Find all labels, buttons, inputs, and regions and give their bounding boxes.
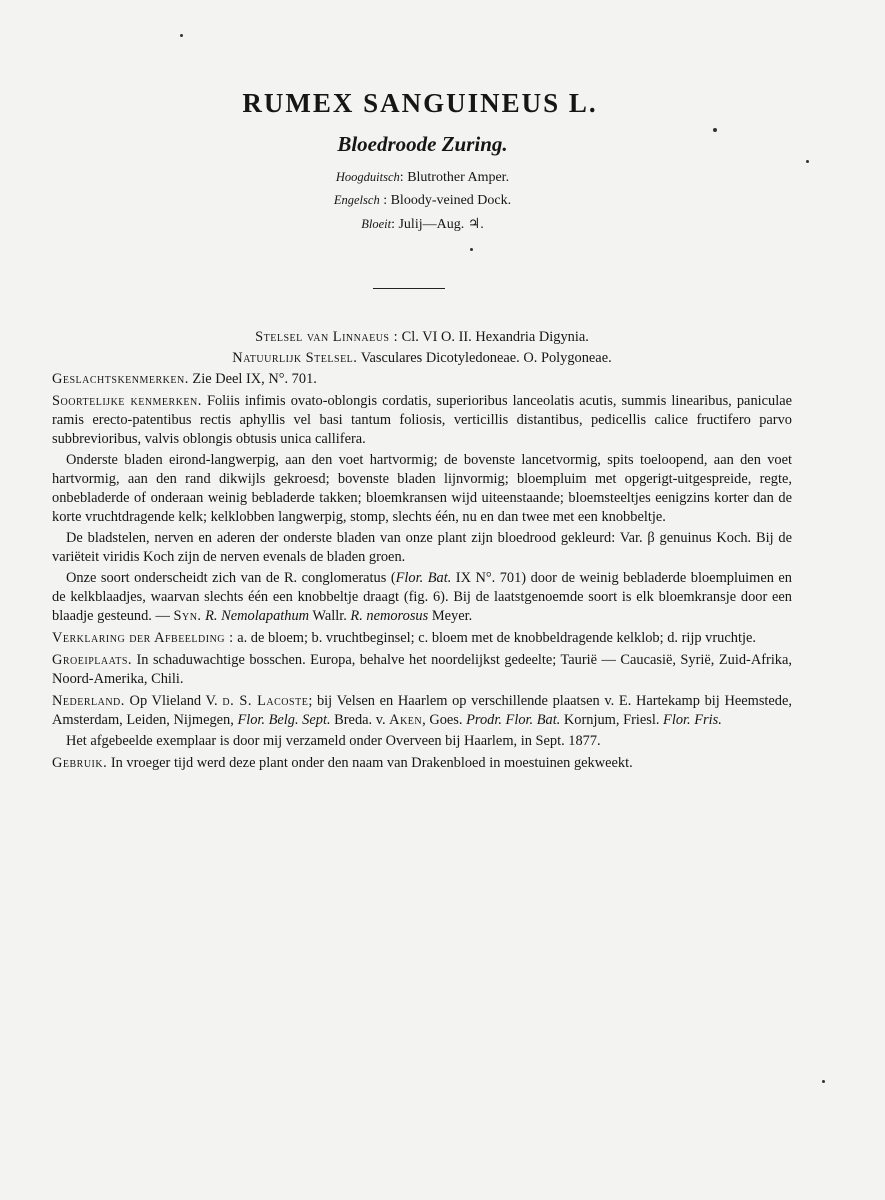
habitat-text: In schaduwachtige bosschen. Europa, behalve het noordelijkst gedeelte; Taurië — Caucasië, Syrië, Zuid-Afrika, Noord-Amerika, Chili. — [52, 652, 792, 687]
speck — [713, 128, 717, 132]
species-label: Soortelijke kenmerken. — [52, 393, 202, 409]
specimen-note — [52, 732, 792, 751]
flowering-value: Julij—Aug. ♃. — [398, 217, 484, 232]
comparison-text-2: IX N°. 701) door de weinig bebladerde bloempluimen en de kelkblaadjes, waarvan slechts één een knobbeltje draagt (fig. 6). Bij de laatstgenoemde soort is elk bloemkransje door een blaadje gesteund. — — [52, 570, 793, 624]
speck — [806, 160, 809, 163]
english-label: Engelsch — [333, 193, 380, 207]
lacoste-name: d. S. Lacoste — [222, 693, 309, 709]
speck — [470, 248, 473, 251]
prodr-ref: Prodr. Flor. Bat. — [466, 712, 561, 728]
netherlands-locations — [52, 692, 792, 730]
synonym-label: Syn. — [173, 608, 202, 624]
dutch-name: Bloedroode Zuring. — [337, 132, 508, 156]
netherlands-label: Nederland. — [52, 693, 125, 709]
genus-label: Geslachtskenmerken. — [52, 371, 189, 387]
netherlands-text-1: Op Vlieland V. — [124, 693, 223, 709]
comparison-paragraph — [52, 569, 792, 626]
habitat — [52, 651, 792, 689]
genus-text: Zie Deel IX, N°. 701. — [188, 371, 317, 387]
aken-name: Aken — [389, 712, 423, 728]
netherlands-text-5: Kornjum, Friesl. — [560, 712, 664, 728]
flowering-label: Bloeit — [361, 217, 392, 231]
flowering-line: Bloeit: Julij—Aug. ♃. — [361, 217, 484, 232]
english-name-line: Engelsch : Bloody-veined Dock. — [333, 193, 512, 208]
species-characters — [52, 392, 792, 449]
stalks-text: De bladstelen, nerven en aderen der onderste bladen van onze plant zijn bloedrood gekleurd: Var. β genuinus Koch. Bij de variëteit viridis Koch zijn de nerven evenals de bladen groen. — [52, 530, 792, 565]
german-name-line: Hoogduitsch: Blutrother Amper. — [335, 170, 510, 185]
linnaeus-label: Stelsel van Linnaeus : — [255, 329, 399, 345]
genus-characters — [52, 370, 792, 389]
usage — [52, 754, 792, 773]
flor-fris-ref: Flor. Fris. — [663, 712, 722, 728]
synonym-2: R. nemorosus — [350, 608, 429, 624]
english-name: Bloody-veined Dock. — [390, 193, 512, 208]
species-text: Foliis infimis ovato-oblongis cordatis, superioribus lanceolatis acutis, summis linearibus, paniculae ramis erecto-patentibus rectis aphyllis vel basi tantum foliosis, verticillis distantibus, pedicellis calice fructifero parvo subbrevioribus, valvis oblongis obtusis unica callifera. — [52, 393, 792, 447]
synonym-text-1: Wallr. — [309, 608, 351, 624]
divider-rule — [373, 288, 445, 289]
netherlands-text-4: , Goes. — [422, 712, 467, 728]
figure-explanation — [52, 629, 792, 648]
usage-label: Gebruik. — [52, 755, 108, 771]
linnaeus-system — [52, 328, 792, 347]
speck — [822, 1080, 825, 1083]
stalks-description — [52, 529, 792, 567]
leaves-description — [52, 451, 792, 527]
synonym-1: R. Nemolapathum — [201, 608, 310, 624]
flor-belg-ref: Flor. Belg. Sept. — [237, 712, 331, 728]
specimen-text: Het afgebeelde exemplaar is door mij verzameld onder Overveen bij Haarlem, in Sept. 1877. — [66, 733, 601, 749]
german-label: Hoogduitsch — [335, 170, 400, 184]
netherlands-text-3: Breda. v. — [330, 712, 390, 728]
natural-system-label: Natuurlijk Stelsel. — [232, 350, 358, 366]
linnaeus-text: Cl. VI O. II. Hexandria Digynia. — [398, 329, 589, 345]
netherlands-text-2: ; bij Velsen en Haarlem op verschillende plaatsen v. E. Hartekamp bij Heemstede, Amsterdam, Leiden, Nijmegen, — [52, 693, 792, 728]
description-body — [52, 328, 792, 773]
comparison-text-1: Onze soort onderscheidt zich van de R. conglomeratus ( — [66, 570, 396, 586]
leaves-text: Onderste bladen eirond-langwerpig, aan den voet hartvormig; de bovenste lancetvormig, spits toeloopend, aan den voet hartvormig, aan den rand dikwijls gekroesd; bovenste bladen lijnvormig; bloempluim met opgerigt-uitgespreide, regte, onbebladerde of onderaan weinig bebladerde takken; bloemkransen wijd uiteenstaande; bloemsteeltjes eenigzins korter dan de korte vruchtdragende kelk; kelklobben langwerpig, stomp, slechts één, nu en dan twee met een knobbeltje. — [52, 452, 792, 525]
natural-system — [52, 349, 792, 368]
natural-system-text: Vasculares Dicotyledoneae. O. Polygoneae. — [357, 350, 612, 366]
usage-text: In vroeger tijd werd deze plant onder den naam van Drakenbloed in moestuinen gekweekt. — [107, 755, 633, 771]
comparison-ref: Flor. Bat. — [395, 570, 452, 586]
figure-explanation-label: Verklaring der Afbeelding : — [52, 630, 234, 646]
habitat-label: Groeiplaats. — [52, 652, 132, 668]
german-name: Blutrother Amper. — [407, 170, 510, 185]
figure-explanation-text: a. de bloem; b. vruchtbeginsel; c. bloem met de knobbeldragende kelklob; d. rijp vruchtje. — [233, 630, 756, 646]
page-title: RUMEX SANGUINEUS L. — [242, 88, 598, 118]
synonym-text-2: Meyer. — [428, 608, 473, 624]
speck — [180, 34, 183, 37]
